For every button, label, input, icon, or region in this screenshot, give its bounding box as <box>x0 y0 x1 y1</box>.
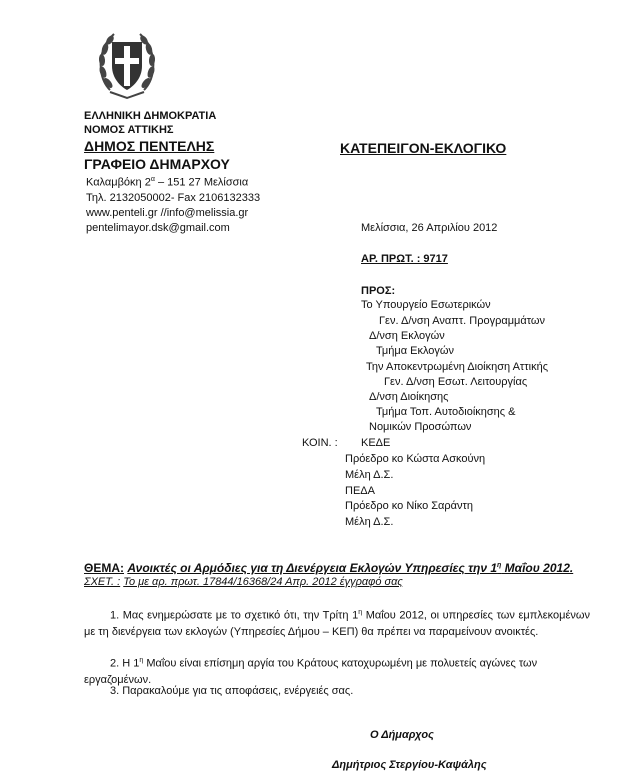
recipient-line: Τμήμα Τοπ. Αυτοδιοίκησης & <box>376 406 516 418</box>
recipient-line: Νομικών Προσώπων <box>369 421 472 433</box>
sender-phone: Τηλ. 2132050002- Fax 2106132333 <box>86 192 261 204</box>
office-heading: ΓΡΑΦΕΙΟ ΔΗΜΑΡΧΟΥ <box>84 156 230 172</box>
republic-heading: ΕΛΛΗΝΙΚΗ ΔΗΜΟΚΡΑΤΙΑ <box>84 110 217 122</box>
municipality-heading: ΔΗΜΟΣ ΠΕΝΤΕΛΗΣ <box>84 138 215 154</box>
cc-line: Μέλη Δ.Σ. <box>345 516 394 528</box>
body-paragraph-1: 1. Μας ενημερώσατε με το σχετικό ότι, την Τρίτη $1^\eta$ Μαΐου 2012, οι υπηρεσίες των εμπλεκομένων με τη διενέργεια των εκλογών (Υπηρεσίες Δήμου – ΚΕΠ) θα πρέπει να παραμείνουν ανοικτές. <box>84 609 590 638</box>
cc-line: ΚΕΔΕ <box>361 437 391 449</box>
signature-title: Ο Δήμαρχος <box>370 729 434 741</box>
to-label: ΠΡΟΣ: <box>361 285 396 297</box>
prefecture-heading: ΝΟΜΟΣ ΑΤΤΙΚΗΣ <box>84 124 174 136</box>
subject-line: ΘΕΜΑ: Ανοικτές οι Αρμόδιες για τη Διενέργεια Εκλογών Υπηρεσίες την $1^\eta$ Μαΐου 2012. <box>84 561 574 575</box>
cc-label: ΚΟΙΝ. : <box>302 437 338 449</box>
urgent-label: ΚΑΤΕΠΕΙΓΟΝ-ΕΚΛΟΓΙΚΟ <box>340 140 507 156</box>
protocol-number: ΑΡ. ΠΡΩΤ. : 9717 <box>361 253 448 265</box>
sender-web: www.penteli.gr //info@melissia.gr <box>86 207 249 219</box>
recipient-line: Δ/νση Εκλογών <box>369 330 445 342</box>
greek-coat-of-arms-icon <box>96 28 158 100</box>
recipient-line: Το Υπουργείο Εσωτερικών <box>361 299 491 311</box>
cc-line: Μέλη Δ.Σ. <box>345 469 394 481</box>
reference-line: ΣΧΕΤ. : Το με αρ. πρωτ. 17844/16368/24 Απρ. 2012 έγγραφό σας <box>84 576 403 588</box>
cc-line: Πρόεδρο κο Νίκο Σαράντη <box>345 500 473 512</box>
document-date: Μελίσσια, 26 Απριλίου 2012 <box>361 222 498 234</box>
recipient-line: Την Αποκεντρωμένη Διοίκηση Αττικής <box>366 361 548 373</box>
signature-name: Δημήτριος Στεργίου-Καψάλης <box>332 759 487 771</box>
cc-line: ΠΕΔΑ <box>345 485 375 497</box>
recipient-line: Δ/νση Διοίκησης <box>369 391 449 403</box>
recipient-line: Τμήμα Εκλογών <box>376 345 454 357</box>
recipient-line: Γεν. Δ/νση Αναπτ. Προγραμμάτων <box>379 315 546 327</box>
sender-address: Καλαμβόκη $2^\alpha - 151$ 27 Μελίσσια <box>86 176 249 189</box>
body-paragraph-3: 3. Παρακαλούμε για τις αποφάσεις, ενέργειές σας. <box>110 685 354 697</box>
recipient-line: Γεν. Δ/νση Εσωτ. Λειτουργίας <box>384 376 528 388</box>
body-paragraph-2: 2. Η $1^\eta$ Μαΐου είναι επίσημη αργία του Κράτους κατοχυρωμένη με πολυετείς αγώνες των εργαζομένων. <box>84 657 538 686</box>
cc-line: Πρόεδρο κο Κώστα Ασκούνη <box>345 453 486 465</box>
sender-email: pentelimayor.dsk@gmail.com <box>86 222 230 234</box>
